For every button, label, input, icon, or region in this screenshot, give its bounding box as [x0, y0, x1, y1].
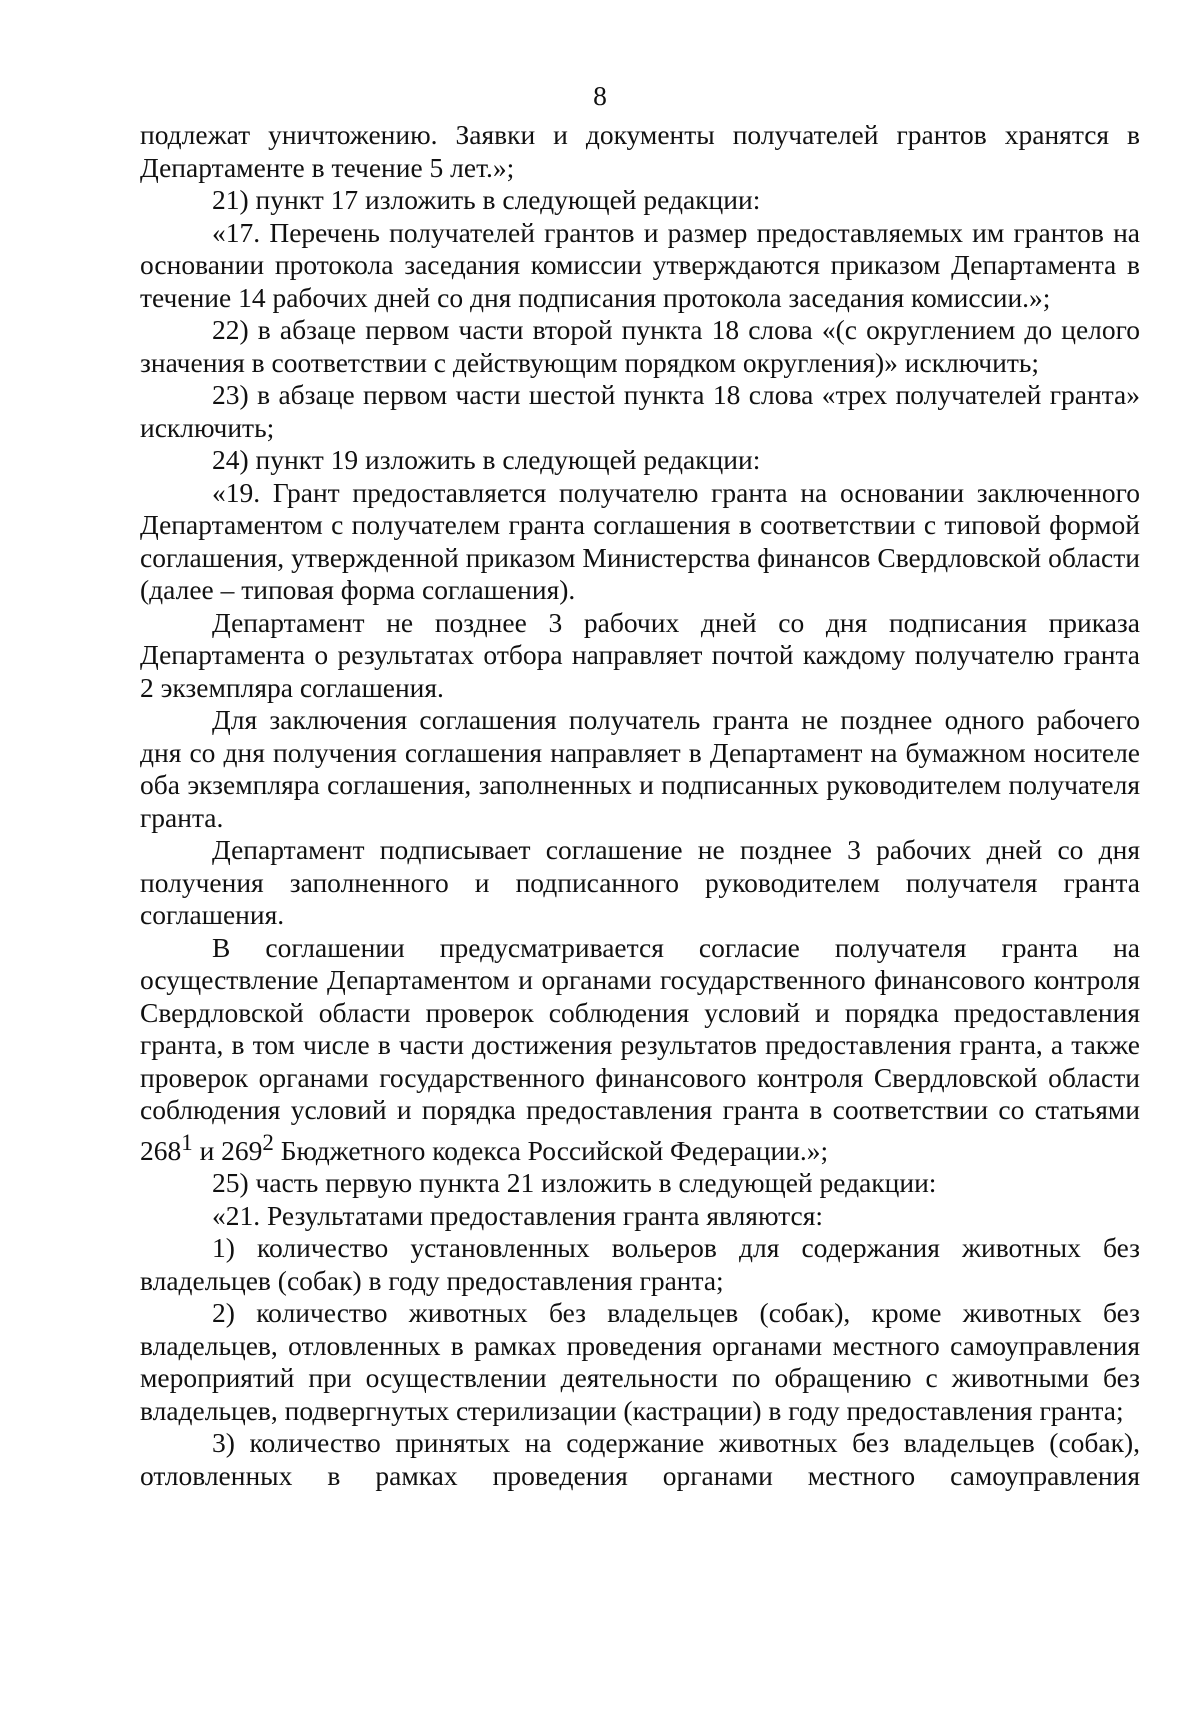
paragraph-department-sends: Департамент не позднее 3 рабочих дней со дня подписания приказа Департамента о результатах отбора направляет почтой каждому получателю гранта 2 экземпляра соглашения.	[140, 606, 1140, 703]
paragraph-result-1: 1) количество установленных вольеров для содержания животных без владельцев (собак) в году предоставления гранта;	[140, 1232, 1140, 1296]
paragraph-point-19: «19. Грант предоставляется получателю гранта на основании заключенного Департаментом с получателем гранта соглашения в соответствии с типовой формой соглашения, утвержденной приказом Министерства финансов Свердловской области (далее – типовая форма соглашения).	[140, 476, 1140, 605]
paragraph-result-3: 3) количество принятых на содержание животных без владельцев (собак), отловленных в рамках проведения органами местного самоуправления	[140, 1427, 1140, 1491]
page-number: 8	[593, 80, 607, 111]
document-body	[140, 119, 1140, 1492]
paragraph-item-21: 21) пункт 17 изложить в следующей редакции:	[212, 184, 761, 215]
superscript-2: 2	[262, 1129, 274, 1155]
paragraph-continuation: подлежат уничтожению. Заявки и документы получателей грантов хранятся в Департаменте в течение 5 лет.»;	[140, 119, 1140, 183]
paragraph-item-24: 24) пункт 19 изложить в следующей редакции:	[212, 444, 761, 475]
paragraph-point-17: «17. Перечень получателей грантов и размер предоставляемых им грантов на основании протокола заседания комиссии утверждаются приказом Департамента в течение 14 рабочих дней со дня подписания протокола заседания комиссии.»;	[140, 216, 1140, 313]
paragraph-consent	[140, 932, 1140, 1168]
paragraph-department-signs: Департамент подписывает соглашение не позднее 3 рабочих дней со дня получения заполненного и подписанного руководителем получателя гранта соглашения.	[140, 834, 1140, 930]
consent-text-after: Бюджетного кодекса Российской Федерации.»;	[273, 1134, 829, 1166]
paragraph-result-2: 2) количество животных без владельцев (собак), кроме животных без владельцев, отловленных в рамках проведения органами местного самоуправления мероприятий при осуществлении деятельности по обращению с животными без владельцев, подвергнутых стерилизации (кастрации) в году предоставления гранта;	[140, 1297, 1140, 1426]
paragraph-item-25: 25) часть первую пункта 21 изложить в следующей редакции:	[212, 1167, 937, 1199]
paragraph-point-21: «21. Результатами предоставления гранта являются:	[212, 1199, 823, 1231]
paragraph-agreement-conclusion: Для заключения соглашения получатель гранта не позднее одного рабочего дня со дня получения соглашения направляет в Департамент на бумажном носителе оба экземпляра соглашения, заполненных и подписанных руководителем получателя гранта.	[140, 704, 1140, 833]
paragraph-item-22: 22) в абзаце первом части второй пункта 18 слова «(с округлением до целого значения в соответствии с действующим порядком округления)» исключить;	[140, 314, 1140, 378]
consent-text-middle: и 269	[192, 1134, 263, 1166]
paragraph-item-23: 23) в абзаце первом части шестой пункта 18 слова «трех получателей гранта» исключить;	[140, 379, 1140, 443]
superscript-1: 1	[181, 1129, 193, 1155]
consent-text-before: В соглашении предусматривается согласие получателя гранта на осуществление Департаментом и органами государственного финансового контроля Свердловской области проверок соблюдения условий и порядка предоставления гранта, в том числе в части достижения результатов предоставления гранта, а также проверок органами государственного финансового контроля Свердловской области соблюдения условий и порядка предоставления гранта в соответствии со статьями 268	[140, 931, 1140, 1166]
